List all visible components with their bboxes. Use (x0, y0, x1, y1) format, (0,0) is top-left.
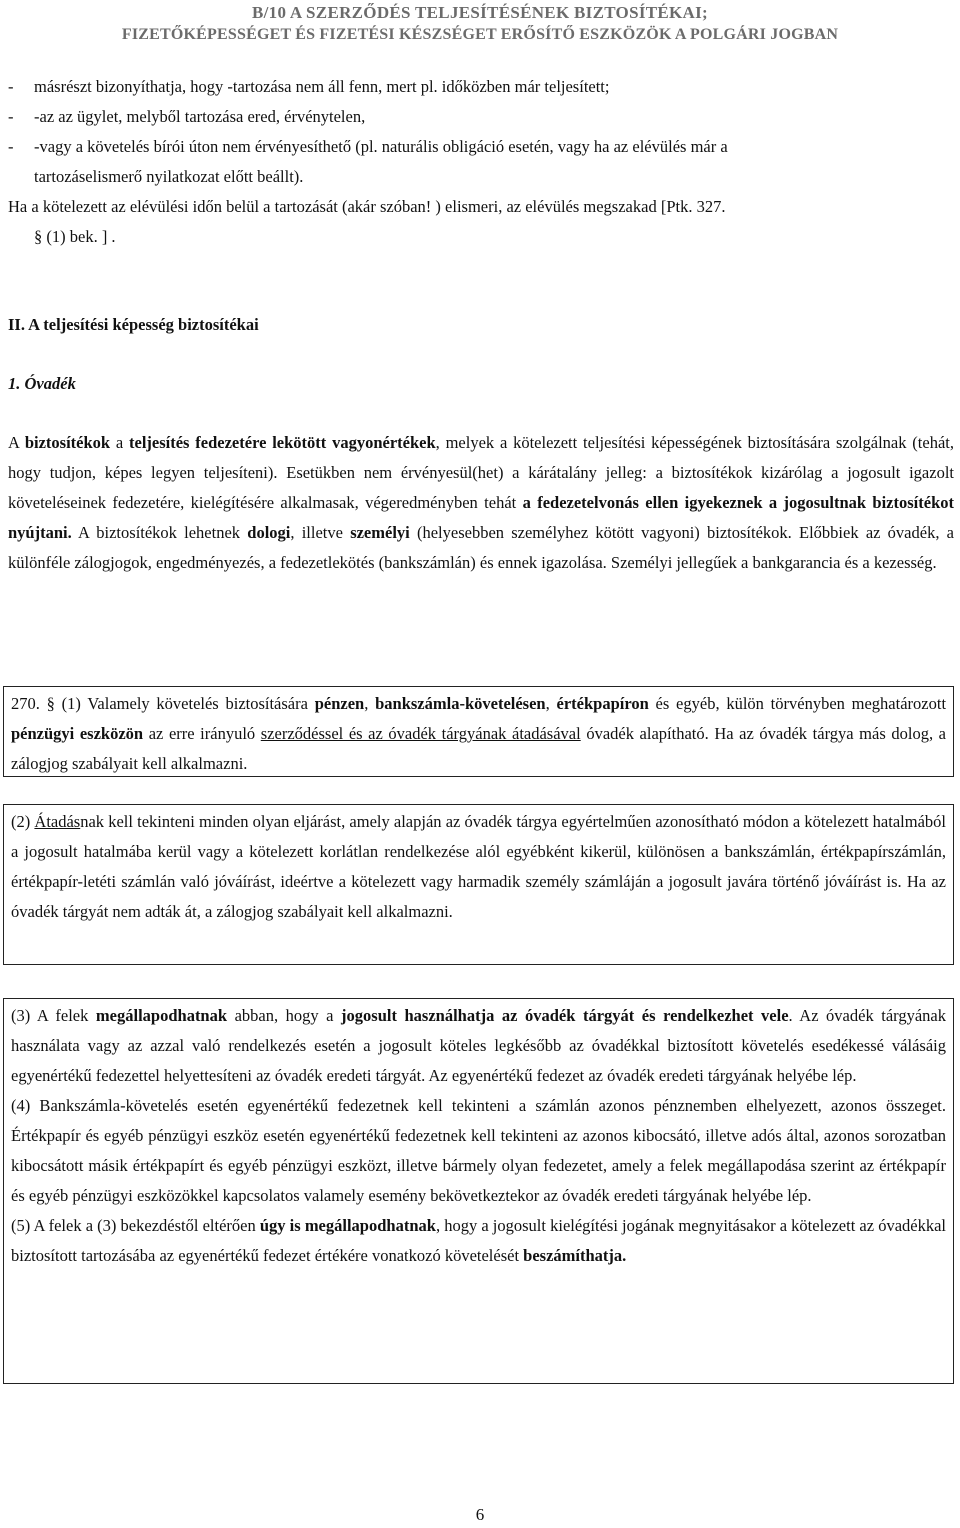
limitation-paragraph-line-1: Ha a kötelezett az elévülési időn belül a tartozását (akár szóban! ) elismeri, az elévülés megszakad [Ptk. 327. (8, 197, 726, 216)
header-line-1: B/10 A SZERZŐDÉS TELJESÍTÉSÉNEK BIZTOSÍTÉKAI; (251, 3, 708, 22)
intro-list (8, 72, 950, 252)
law-box-270-2: (2) Átadásnak kell tekinteni minden olyan eljárást, amely alapján az óvadék tárgya egyértelműen azonosítható módon a kötelezett hatalmából a jogosult hatalmába kerül vagy a kötelezett korlátlan rendelkezése alól egyébként kikerül, különösen a bankszámlán, értékpapírszámlán, értékpapír-letéti számlán való jóváírást, ideértve a kötelezett vagy harmadik személy számláján a jogosult javára történő jóváírást is. Ha az óvadék tárgyát nem adták át, a zálogjog szabályait kell alkalmazni. (3, 804, 954, 965)
header-line-2: FIZETŐKÉPESSÉGET ÉS FIZETÉSI KÉSZSÉGET ERŐSÍTŐ ESZKÖZÖK A POLGÁRI JOGBAN (121, 26, 839, 43)
section-heading: II. A teljesítési képesség biztosítékai (8, 315, 259, 334)
subsection-heading: 1. Óvadék (8, 374, 76, 393)
list-item (8, 102, 950, 132)
paragraph-5: (5) A felek a (3) bekezdéstől eltérően úgy is megállapodhatnak, hogy a jogosult kielégítési jogának megnyitásakor a kötelezett az óvadékkal biztosított tartozásába az egyenértékű fedezet értékére vonatkozó követelését beszámíthatja. (11, 1216, 947, 1265)
law-box-270-3-5 (3, 998, 954, 1384)
list-item-text: -az az ügylet, melyből tartozása ered, érvénytelen, (34, 107, 366, 126)
paragraph-3: (3) A felek megállapodhatnak abban, hogy a jogosult használhatja az óvadék tárgyát és rendelkezhet vele. Az óvadék tárgyának használata vagy az azzal való rendelkezés esetén a jogosult köteles legkésőbb az óvadékkal biztosított követelés esedékessé válásáig egyenértékű fedezettel helyettesíteni az óvadék eredeti tárgyát. Az egyenértékű fedezet az óvadék eredeti tárgyának helyébe lép. (11, 1006, 946, 1085)
page-number: 6 (475, 1505, 485, 1524)
dash-bullet: - (8, 137, 14, 156)
dash-bullet: - (8, 77, 14, 96)
paragraph-4: (4) Bankszámla-követelés esetén egyenértékű fedezetnek kell tekinteni a számlán azonos pénznemben elhelyezett, azonos összeget. Értékpapír és egyéb pénzügyi eszköz esetén egyenértékű fedezetnek kell tekinteni az azonos kibocsátó, illetve adós által, azonos sorozatban kibocsátott másik értékpapírt és egyéb pénzügyi eszközt, illetve bármely olyan fedezetet, amely a felek megállapodása szerint az értékpapír és egyéb pénzügyi eszközökkel kapcsolatos valamely esemény bekövetkeztekor az óvadék eredeti tárgyának helyébe lép. (11, 1096, 946, 1205)
page-header (0, 2, 960, 46)
list-item-continuation: tartozáselismerő nyilatkozat előtt beállt). (34, 167, 304, 186)
list-item-text: másrészt bizonyíthatja, hogy -tartozása nem áll fenn, mert pl. időközben már teljesített; (34, 77, 610, 96)
law-box-270-1: 270. § (1) Valamely követelés biztosítására pénzen, bankszámla-követelésen, értékpapíron és egyéb, külön törvényben meghatározott pénzügyi eszközön az erre irányuló szerződéssel és az óvadék tárgyának átadásával óvadék alapítható. Ha az óvadék tárgya más dolog, a zálogjog szabályait kell alkalmazni. (3, 686, 954, 777)
list-item-text: -vagy a követelés bírói úton nem érvényesíthető (pl. naturális obligáció esetén, vagy ha az elévülés már a (34, 137, 728, 156)
limitation-paragraph-line-2: § (1) bek. ] . (34, 227, 116, 246)
list-item (8, 132, 950, 162)
dash-bullet: - (8, 107, 14, 126)
main-paragraph: A biztosítékok a teljesítés fedezetére lekötött vagyonértékek, melyek a kötelezett teljesítési képességének biztosítására szolgálnak (tehát, hogy tudjon, képes legyen teljesíteni). Esetükben nem érvényesül(het) a kárátalány jelleg: a biztosítékok kizárólag a jogosult igazolt követeléseinek fedezetére, kielégítésére alkalmasak, végeredményben tehát a fedezetelvonás ellen igyekeznek a jogosultnak biztosítékot nyújtani. A biztosítékok lehetnek dologi, illetve személyi (helyesebben személyhez kötött vagyoni) biztosítékok. Előbbiek az óvadék, a különféle zálogjogok, engedményezés, a fedezetlekötés (bankszámlán) és ennek igazolása. Személyi jellegűek a bankgarancia és a kezesség. (8, 433, 955, 572)
list-item (8, 72, 950, 102)
